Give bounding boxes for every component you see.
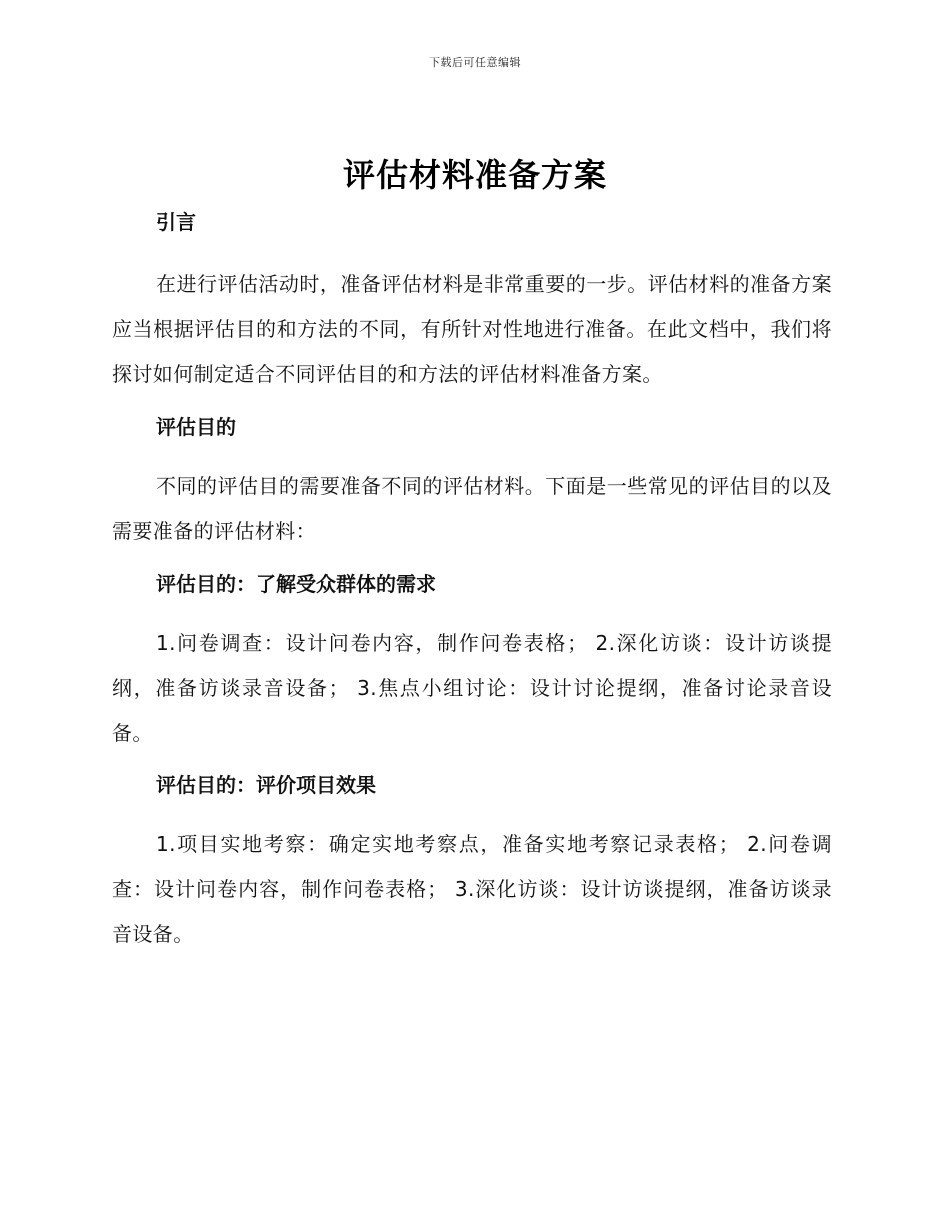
document-body (112, 205, 832, 957)
section-heading-goal-audience: 评估目的：了解受众群体的需求 (156, 572, 436, 596)
section-paragraph-goal-effect: 1.项目实地考察：确定实地考察点，准备实地考察记录表格； 2.问卷调查：设计问卷内容，制作问卷表格； 3.深化访谈：设计访谈提纲，准备访谈录音设备。 (112, 832, 832, 946)
document-title: 评估材料准备方案 (342, 156, 607, 194)
section-heading-intro: 引言 (156, 210, 196, 234)
header-note: 下载后可任意编辑 (429, 56, 521, 69)
section-heading-goal: 评估目的 (156, 415, 236, 439)
section-paragraph-goal: 不同的评估目的需要准备不同的评估材料。下面是一些常见的评估目的以及需要准备的评估材料： (112, 474, 832, 543)
section-paragraph-goal-audience: 1.问卷调查：设计问卷内容，制作问卷表格； 2.深化访谈：设计访谈提纲，准备访谈录音设备； 3.焦点小组讨论：设计讨论提纲，准备讨论录音设备。 (112, 631, 832, 745)
section-paragraph-intro: 在进行评估活动时，准备评估材料是非常重要的一步。评估材料的准备方案应当根据评估目的和方法的不同，有所针对性地进行准备。在此文档中，我们将探讨如何制定适合不同评估目的和方法的评估材料准备方案。 (112, 272, 832, 386)
section-heading-goal-effect: 评估目的：评价项目效果 (156, 773, 376, 797)
